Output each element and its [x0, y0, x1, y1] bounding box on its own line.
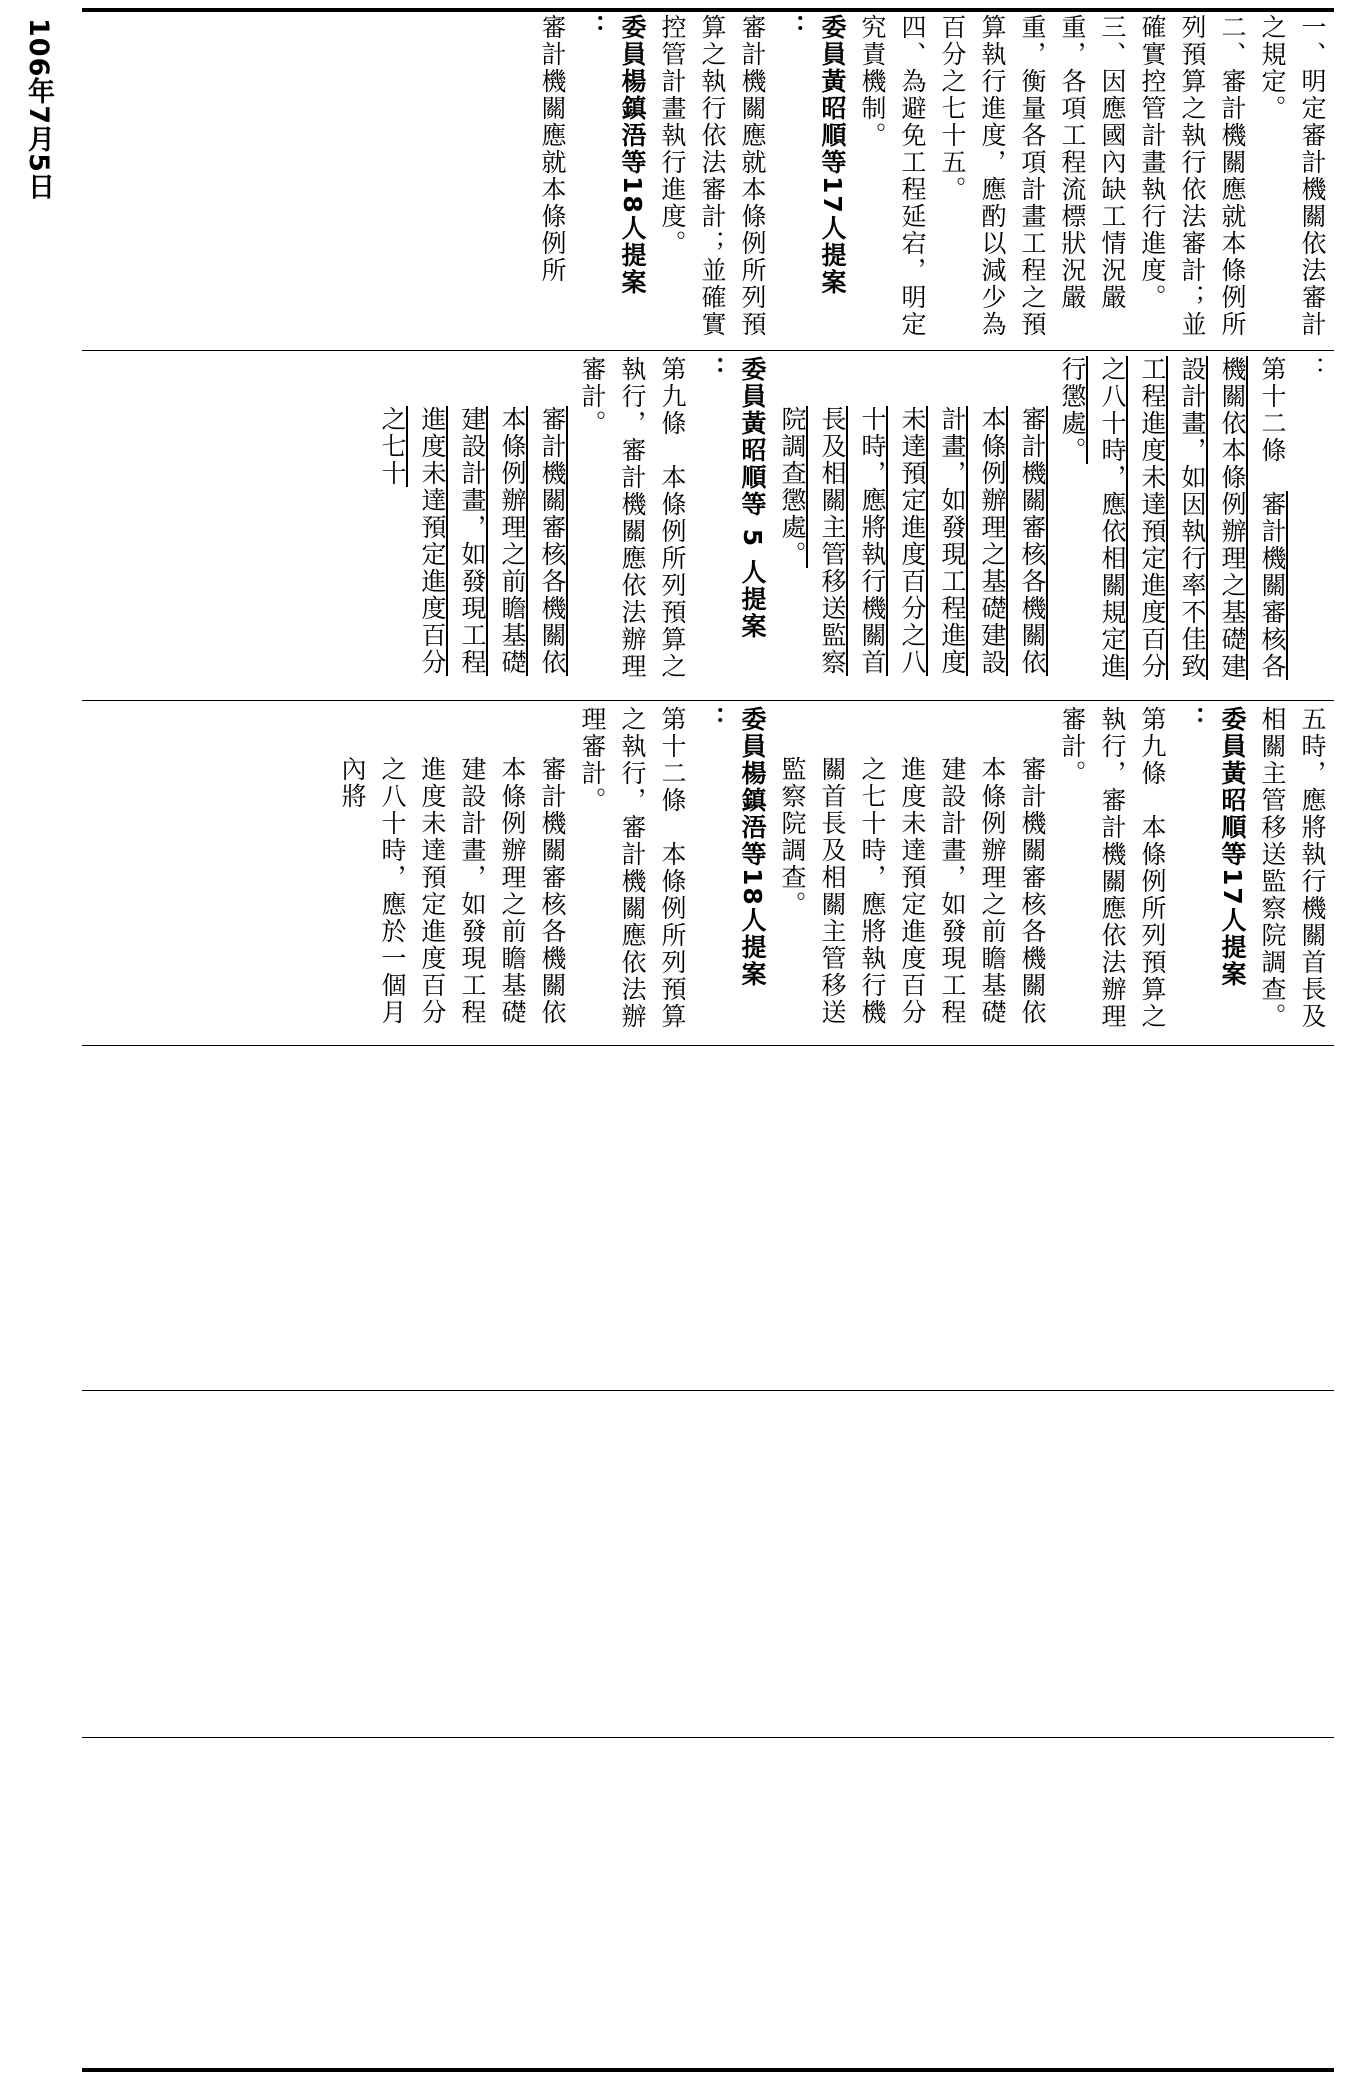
- amended-text: 審計機關審核各機關依本條例辦理之基礎建設計畫，如發現工程進度未達預定進度百分之八十時，應將執行機關首長及相關主管移送監察院調查懲處。: [778, 406, 1047, 676]
- row-divider-4: [82, 1390, 1334, 1391]
- article-label: 第十二條: [658, 706, 687, 814]
- proposal-text: 審計機關應就本條例所列預算之執行依法審計；並確實控管計畫執行進度。: [658, 14, 767, 338]
- proposer-colon: ：: [778, 14, 807, 41]
- proposer-heading: 委員黃昭順等17人提案: [1218, 706, 1247, 988]
- proposer-heading: 委員黃昭順等 5 人提案: [738, 356, 767, 640]
- proposer-colon: ：: [1178, 706, 1207, 733]
- proposer-colon: ：: [698, 356, 727, 383]
- colon: ：: [1298, 356, 1327, 383]
- proposal-text: 審計機關應就本條例所: [538, 14, 567, 284]
- article-text: 審計機關審核各機關依本條例辦理之前瞻基礎建設計畫，如發現工程進度未達預定進度百分之七十時，應將執行機關首長及相關主管移送監察院調查。: [778, 756, 1047, 1026]
- proposer-heading: 委員楊鎮浯等18人提案: [738, 706, 767, 988]
- article-label: 第十二條: [1258, 356, 1287, 464]
- top-rule: [82, 8, 1334, 12]
- article-text: 本條例所列預算之執行，審計機關應依法辦理審計。: [578, 356, 687, 680]
- row-divider-2: [82, 700, 1334, 701]
- amended-text: 審計機關審核各機關依本條例辦理之基礎建設計畫，如因執行率不佳致工程進度未達預定進度百分之八十時，應依相關規定進行懲處。: [1058, 356, 1287, 680]
- proposer-heading: 委員楊鎮浯等18人提案: [618, 14, 647, 296]
- article-text: 審計機關審核各機關依本條例辦理之前瞻基礎建設計畫，如發現工程進度未達預定進度百分之八十時，應於一個月內將: [338, 756, 567, 1026]
- proposer-colon: ：: [698, 706, 727, 733]
- explanation-item-2: 二、審計機關應就本條例所列預算之執行依法審計；並確實控管計畫執行進度。: [1138, 14, 1247, 338]
- proposer-colon: ：: [578, 14, 607, 41]
- page-date-header: 106年7月5日: [23, 18, 54, 201]
- column-middle: [82, 356, 1332, 696]
- explanation-item-1: 一、明定審計機關依法審計之規定。: [1258, 14, 1327, 338]
- article-text: 本條例所列預算之執行，審計機關應依法辦理審計。: [1058, 706, 1167, 1030]
- row-divider-1: [82, 350, 1334, 351]
- article-label: 第九條: [658, 356, 687, 437]
- article-label: 第九條: [1138, 706, 1167, 787]
- row-divider-3: [82, 1045, 1334, 1046]
- article-text: 本條例所列預算之執行，審計機關應依法辦理審計。: [578, 706, 687, 1030]
- proposer-heading: 委員黃昭順等17人提案: [818, 14, 847, 296]
- explanation-item-3: 三、因應國內缺工情況嚴重，各項工程流標狀況嚴重，衡量各項計畫工程之預算執行進度，應酌以減少為百分之七十五。: [938, 14, 1127, 338]
- row-divider-5: [82, 1737, 1334, 1738]
- amended-text: 審計機關審核各機關依本條例辦理之前瞻基礎建設計畫，如發現工程進度未達預定進度百分之七十: [378, 406, 567, 676]
- column-right: [82, 14, 1332, 346]
- bottom-rule: [82, 2068, 1334, 2072]
- continued-text: 五時，應將執行機關首長及相關主管移送監察院調查。: [1258, 706, 1327, 1030]
- column-left: [82, 706, 1332, 1041]
- explanation-item-4: 四、為避免工程延宕，明定究責機制。: [858, 14, 927, 338]
